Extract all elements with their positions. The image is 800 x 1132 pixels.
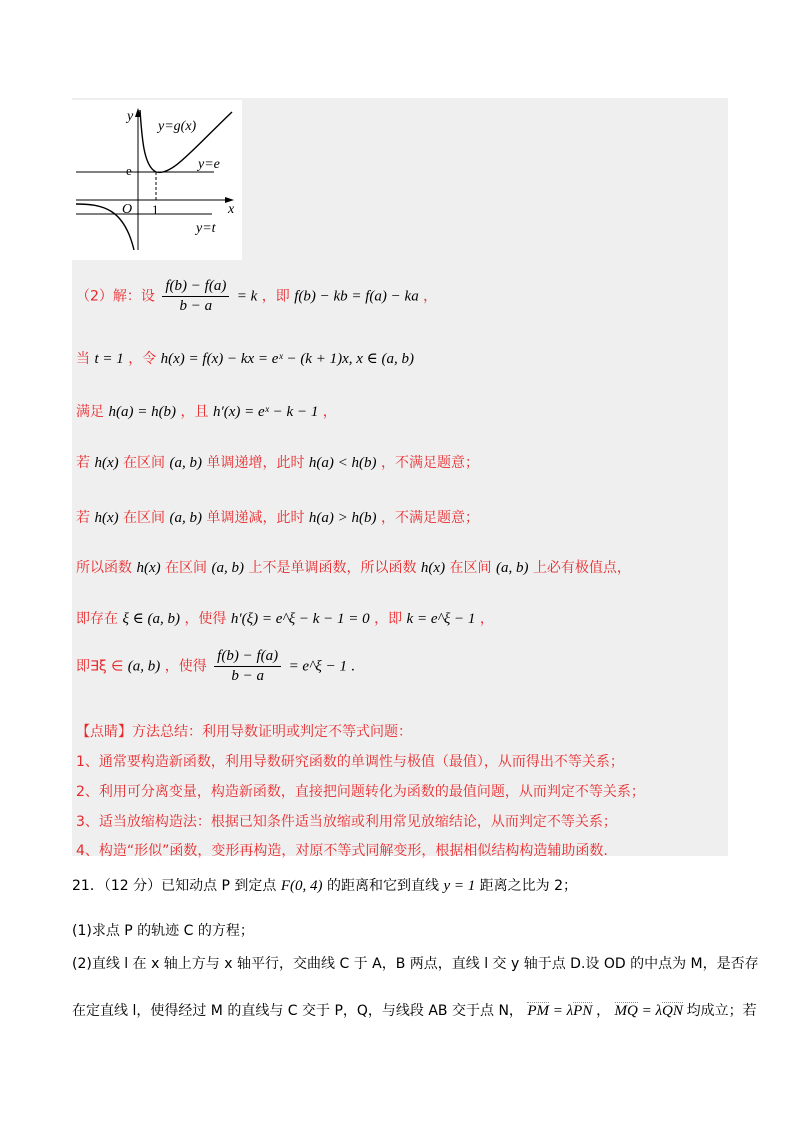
math: y = 1: [443, 878, 476, 894]
fraction-numerator: f(b) − f(a): [162, 278, 229, 297]
text: 的距离和它到直线: [326, 878, 439, 894]
math: ξ ∈ (a, b): [122, 611, 180, 627]
math: h(x): [420, 560, 446, 576]
tips-title-text: 方法总结：利用导数证明或判定不等式问题：: [132, 724, 412, 740]
vector: PN: [573, 1003, 593, 1019]
vector-eq-2: [615, 1003, 687, 1019]
text: 满足: [76, 404, 104, 420]
math: h(a) = h(b): [108, 404, 177, 420]
tips-title-bracket: 【点睛】: [76, 724, 132, 740]
text: （2）解：设: [76, 288, 155, 305]
tip-3: 3、适当放缩构造法：根据已知条件适当放缩或利用常见放缩结论，从而判定不等关系；: [76, 814, 617, 830]
text: ，即: [374, 611, 403, 627]
label-ye: y=e: [198, 157, 220, 172]
label-curve: y=g(x): [158, 119, 197, 134]
vector: QN: [662, 1003, 683, 1019]
text: ，使得: [164, 658, 207, 675]
math: h(a) > h(b): [308, 510, 377, 526]
text: 在区间: [165, 560, 208, 576]
solution-line-7: [76, 608, 494, 628]
math: (a, b): [169, 455, 203, 471]
solution-line-4: [76, 452, 479, 472]
tip-4: 4、构造“形似”函数，变形再构造，对原不等式同解变形，根据相似结构构造辅助函数.: [76, 843, 608, 859]
question-21-part-2-cont: [72, 1000, 757, 1020]
math: = λ: [637, 1003, 662, 1019]
text: 21．（12 分）已知动点 P 到定点: [72, 878, 277, 894]
text: ，不满足题意；: [380, 455, 479, 471]
math: = k: [236, 288, 258, 305]
fraction: [162, 278, 229, 315]
math: .: [351, 658, 356, 675]
math: h′(x) = eˣ − k − 1: [212, 404, 319, 420]
solution-line-8: [76, 648, 355, 685]
math: h(a) < h(b): [308, 455, 377, 471]
math: h(x): [94, 510, 119, 526]
text: 在定直线 l，使得经过 M 的直线与 C 交于 P，Q，与线段 AB 交于点 N，: [72, 1003, 523, 1019]
vector-eq-1: [527, 1003, 596, 1019]
solution-line-1: [76, 278, 437, 315]
text: 上必有极值点，: [532, 560, 631, 576]
vector: PM: [527, 1003, 550, 1019]
tips-title: [76, 721, 412, 741]
math: F(0, 4): [280, 878, 323, 894]
text: 若: [76, 455, 90, 471]
label-one: 1: [152, 202, 159, 217]
text: 均成立；若: [686, 1003, 757, 1019]
text: 在区间: [123, 455, 166, 471]
tip-2: 2、利用可分离变量，构造新函数，直接把问题转化为函数的最值问题，从而判定不等关系；: [76, 784, 645, 800]
label-yt: y=t: [196, 221, 216, 236]
math: (a, b): [127, 658, 161, 675]
text: 上不是单调函数，所以函数: [248, 560, 417, 576]
question-21-stem: [72, 875, 577, 895]
text: 在区间: [123, 510, 166, 526]
math: t = 1: [94, 351, 124, 367]
text: 当: [76, 351, 90, 367]
text: ，使得: [184, 611, 227, 627]
text: ，: [322, 404, 337, 420]
text: ，: [479, 611, 494, 627]
label-y: y: [127, 109, 134, 124]
math: = e^ξ − 1: [288, 658, 347, 675]
label-e: e: [126, 163, 132, 178]
label-origin: O: [122, 202, 133, 217]
text: ，: [423, 288, 438, 305]
text: 单调递增，此时: [206, 455, 305, 471]
tip-1: 1、通常要构造新函数，利用导数研究函数的单调性与极值（最值），从而得出不等关系；: [76, 754, 624, 770]
text: 即存在: [76, 611, 118, 627]
math: h(x) = f(x) − kx = eˣ − (k + 1)x, x ∈ (a, b): [160, 351, 414, 367]
function-graph: [72, 100, 242, 260]
solution-line-6: [76, 557, 631, 577]
text: 所以函数: [76, 560, 132, 576]
fraction-denominator: b − a: [231, 668, 264, 684]
math: = λ: [549, 1003, 574, 1019]
text: ，且: [180, 404, 209, 420]
text: 在区间: [449, 560, 492, 576]
math: (a, b): [495, 560, 529, 576]
text: ，: [596, 1003, 611, 1019]
text: 若: [76, 510, 90, 526]
label-x: x: [228, 202, 235, 217]
math: k = e^ξ − 1: [406, 611, 476, 627]
text: 单调递减，此时: [206, 510, 305, 526]
text: ，不满足题意；: [380, 510, 479, 526]
vector: MQ: [614, 1003, 638, 1019]
text: ，令: [128, 351, 157, 367]
math: f(b) − kb = f(a) − ka: [294, 288, 419, 305]
math: h(x): [136, 560, 161, 576]
text: 距离之比为 2；: [479, 878, 578, 894]
text: ，即: [261, 288, 290, 305]
solution-line-2: [76, 348, 414, 368]
question-21-part-2: (2)直线 l 在 x 轴上方与 x 轴平行，交曲线 C 于 A，B 两点，直线 l 交 y 轴于点 D.设 OD 的中点为 M，是否存: [72, 956, 759, 972]
solution-line-3: [76, 401, 337, 421]
fraction-numerator: f(b) − f(a): [214, 648, 281, 667]
text: 即∃ξ ∈: [76, 658, 124, 675]
solution-line-5: [76, 507, 479, 527]
fraction-denominator: b − a: [179, 298, 213, 314]
question-21-part-1: (1)求点 P 的轨迹 C 的方程；: [72, 923, 254, 939]
math: h′(ξ) = e^ξ − k − 1 = 0: [230, 611, 370, 627]
math: (a, b): [211, 560, 245, 576]
math: h(x): [94, 455, 119, 471]
fraction: [214, 648, 281, 685]
math: (a, b): [169, 510, 203, 526]
